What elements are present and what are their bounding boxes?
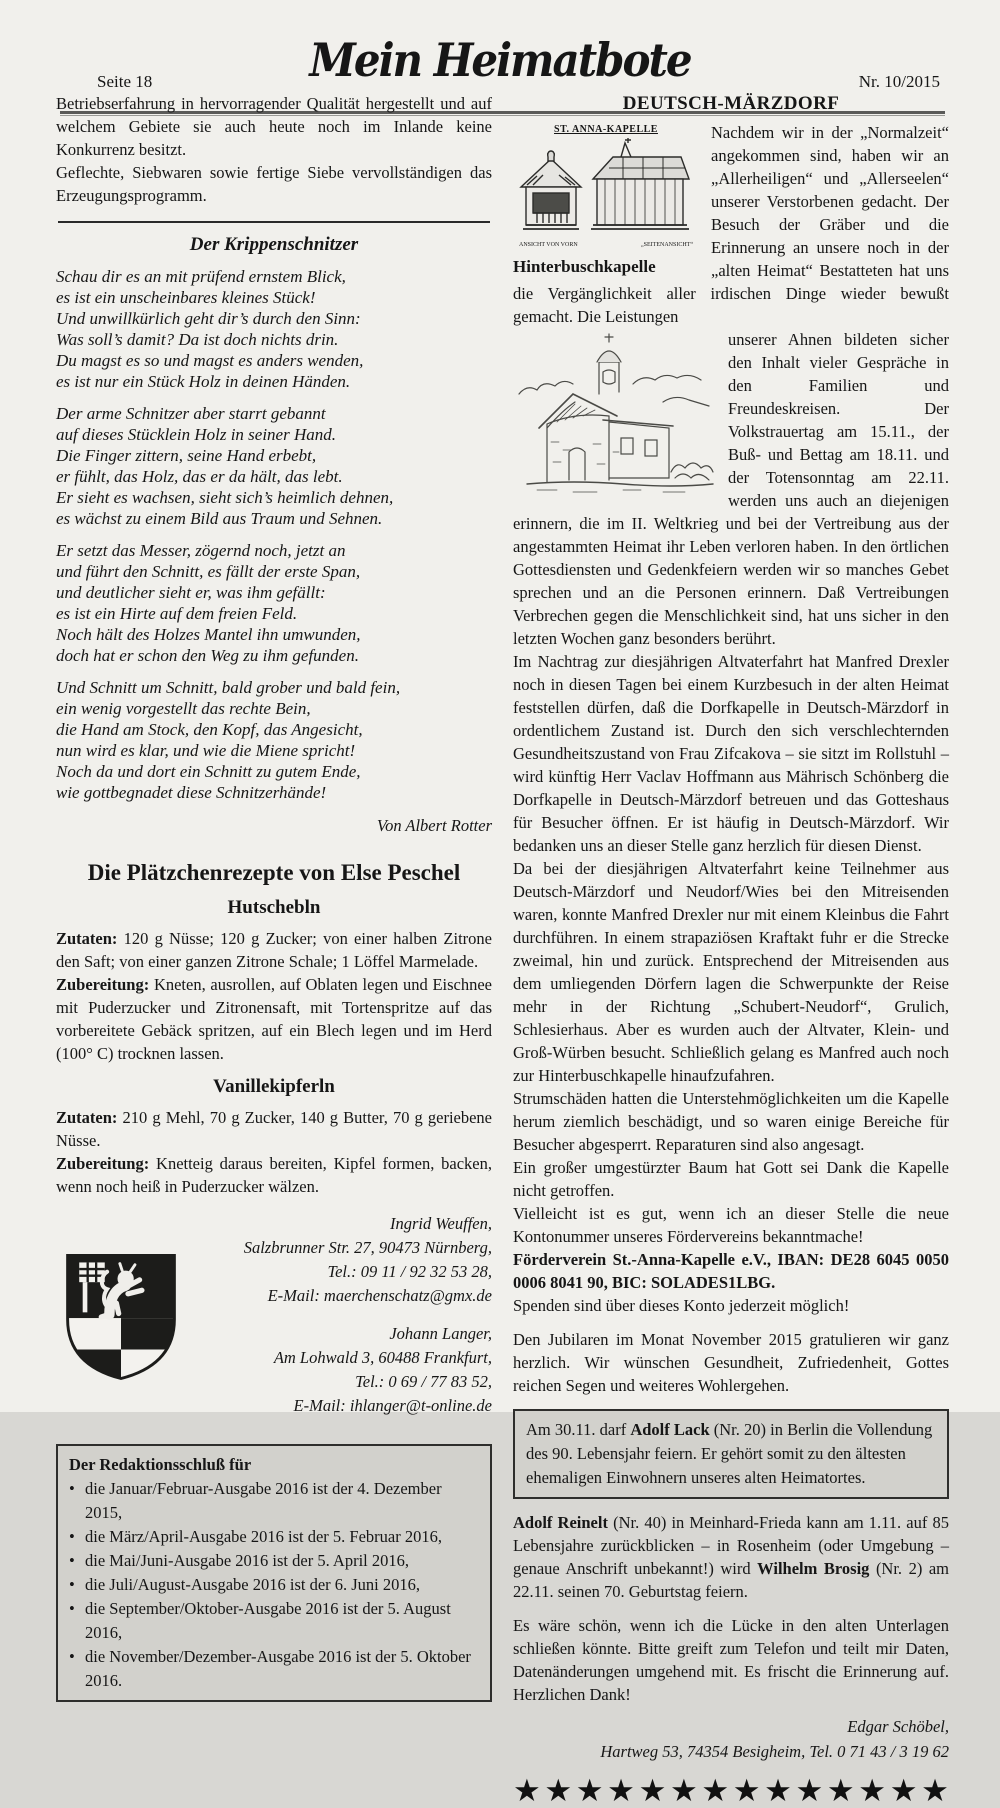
contact-email: E-Mail: maerchenschatz@gmx.de [267, 1286, 492, 1305]
bullet-icon: • [69, 1599, 75, 1618]
contact-name: Ingrid Weuffen, [389, 1214, 492, 1233]
poem-stanza [56, 540, 492, 666]
right-column [513, 92, 949, 1808]
star-icon: ★ [889, 1773, 918, 1808]
chapel-line-drawing [513, 137, 693, 241]
contact-email: E-Mail: ihlanger@t-online.de [293, 1396, 492, 1415]
poem-line: Und unwillkürlich geht dir’s durch den Sinn: [56, 309, 361, 328]
jubilare-paragraph: Den Jubilaren im Monat November 2015 gratulieren wir ganz herzlich. Wir wünschen Gesundheit, Zufriedenheit, Gottes reichen Segen und weiteres Wohlergehen. [513, 1330, 949, 1395]
signature-name: Edgar Schöbel, [847, 1717, 949, 1736]
preparation-label: Zubereitung: [56, 1154, 150, 1173]
section-divider [58, 221, 490, 223]
figure-title: ST. ANNA-KAPELLE [554, 124, 658, 135]
star-icon: ★ [544, 1773, 573, 1808]
poem-line: es wächst zu einem Bild aus Traum und Sehnen. [56, 509, 383, 528]
poem-attribution: Von Albert Rotter [376, 816, 492, 835]
deadline-text: die Mai/Juni-Ausgabe 2016 ist der 5. April 2016, [85, 1551, 410, 1570]
article-paragraph: Vielleicht ist es gut, wenn ich an dieser Stelle die neue Kontonummer unseres Fördervereins bekanntmache! [513, 1204, 949, 1246]
article-title: DEUTSCH-MÄRZDORF [622, 93, 840, 114]
recipe-preparation [56, 973, 492, 1065]
contact-section [56, 1212, 492, 1422]
figure-caption: Hinterbuschkapelle [513, 257, 656, 276]
coat-of-arms [62, 1252, 180, 1382]
figure-caption-front: ANSICHT VON VORN [519, 242, 578, 248]
deadline-text: die März/April-Ausgabe 2016 ist der 5. Februar 2016, [85, 1527, 442, 1546]
poem-line: Und Schnitt um Schnitt, bald grober und bald fein, [56, 678, 401, 697]
deadline-text: die November/Dezember-Ausgabe 2016 ist der 5. Oktober 2016. [85, 1647, 471, 1690]
jubilar-box [513, 1409, 949, 1499]
deadline-text: die Januar/Februar-Ausgabe 2016 ist der 4. Dezember 2015, [85, 1479, 442, 1522]
poem-line: Die Finger zittern, seine Hand erbebt, [56, 446, 317, 465]
star-icon: ★ [826, 1773, 855, 1808]
poem-line: es ist nur ein Stück Holz in deinen Händen. [56, 372, 351, 391]
birthday-text: (Nr. 2) am 22.11. seinen 70. Geburtstag feiern. [513, 1559, 949, 1601]
poem-line: auf dieses Stücklein Holz in seiner Hand. [56, 425, 336, 444]
star-icon: ★ [701, 1773, 730, 1808]
deadline-item [69, 1549, 479, 1573]
star-icon: ★ [607, 1773, 635, 1808]
jubilar-name: Adolf Lack [630, 1420, 710, 1439]
article-paragraph: Nachdem wir in der „Normalzeit“ angekommen sind, haben wir an „Allerheiligen“ und „Allerseelen“ unserer Verstorbenen gedacht. Der Besuch der Gräber und die Erinnerung an unsere noch in der „alten Heimat“ Bestatteten hat uns die Vergänglichkeit aller irdischen Dinge wieder bewußt gemacht. Die Leistungen [513, 123, 949, 326]
article-paragraph: Spenden sind über dieses Konto jederzeit möglich! [513, 1296, 850, 1315]
article-paragraph: Da bei der diesjährigen Altvaterfahrt keine Teilnehmer aus Deutsch-Märzdorf und Neudorf/Wies bei den Mitreisenden waren, konnte Manfred Drexler nur mit einem Kleinbus die Fahrt durchführen. In einem strapaziösen Kraftakt fuhr er die Strecke zweimal, hin und zurück. Entsprechend der Mitreisenden aus dem umliegenden Dörfern lagen die Schwerpunkte der Reise mehr in der Richtung „Schubert-Neudorf“, Grulich, Schlesierhaus. Aber es wurden auch der Altvater, Klein- und Groß-Würben besucht. Schließlich gelang es Manfred auch noch zur Hinterbuschkapelle hinaufzufahren. [513, 859, 949, 1085]
poem-title: Der Krippenschnitzer [189, 234, 359, 255]
recipes-title: Die Plätzchenrezepte von Else Peschel [87, 860, 461, 885]
deadline-text: die Juli/August-Ausgabe 2016 ist der 6. Juni 2016, [85, 1575, 421, 1594]
masthead-logo: Mein Heimatbote [309, 34, 691, 87]
poem-line: wie gottbegnadet diese Schnitzerhände! [56, 783, 327, 802]
poem-line: Er setzt das Messer, zögernd noch, jetzt an [56, 541, 346, 560]
ingredients-label: Zutaten: [56, 929, 118, 948]
deadline-item [69, 1477, 479, 1525]
poem-line: doch hat er schon den Weg zu ihm gefunden. [56, 646, 359, 665]
figure-caption-side: „SEITENANSICHT“ [641, 242, 693, 248]
ingredients-text: 120 g Nüsse; 120 g Zucker; von einer halben Zitrone den Saft; von einer ganzen Zitrone Schale; 1 Löffel Marmelade. [56, 929, 492, 971]
birthday-text: (Nr. 40) in Meinhard-Frieda kann am 1.11. auf 85 Lebensjahre zurückblicken – in Rosenheim (oder Umgebung – genaue Anschrift unbekannt!) wird [513, 1513, 949, 1578]
poem-line: und führt den Schnitt, es fällt der erste Span, [56, 562, 361, 581]
left-column [56, 92, 492, 1702]
star-icon: ★ [513, 1773, 541, 1808]
recipe-name: Vanillekipferln [213, 1076, 335, 1097]
closing-paragraph: Es wäre schön, wenn ich die Lücke in den alten Unterlagen schließen könnte. Bitte greift zum Telefon und teilt mir Daten, Datenänderungen umgehend mit. Es frischt die Erinnerung auf. Herzlichen Dank! [513, 1616, 949, 1704]
poem-line: Schau dir es an mit prüfend ernstem Blick, [56, 267, 346, 286]
signature-block [513, 1714, 949, 1764]
article-paragraph: Strumschäden hatten die Unterstehmöglichkeiten um die Kapelle herum ziemlich beschädigt, und so waren einige Bereiche für Besucher abgesperrt. Reparaturen sind also angesagt. [513, 1089, 949, 1154]
poem-line: Noch hält des Holzes Mantel ihn umwunden, [56, 625, 361, 644]
contact-street: Am Lohwald 3, 60488 Frankfurt, [273, 1348, 492, 1367]
figure-subcaptions [513, 241, 699, 249]
bullet-icon: • [69, 1575, 75, 1594]
star-icon: ★ [732, 1773, 761, 1808]
star-icon: ★ [669, 1773, 698, 1808]
poem-line: ein wenig vorgestellt das rechte Bein, [56, 699, 311, 718]
poem-line: es ist ein Hirte auf dem freien Feld. [56, 604, 298, 623]
deadline-item [69, 1573, 479, 1597]
poem-line: Noch da und dort ein Schnitt zu gutem Ende, [56, 762, 361, 781]
ingredients-label: Zutaten: [56, 1108, 118, 1127]
chapel-sketch-figure [513, 332, 718, 500]
article-paragraph: Im Nachtrag zur diesjährigen Altvaterfahrt hat Manfred Drexler noch in diesen Tagen bei einem Kurzbesuch in der alten Heimat feststellen dürfen, daß die Dorfkapelle in Deutsch-Märzdorf in ordentlichem Zustand ist. Durch den sich verschlechternden Gesundheitszustand von Frau Zifcakova – sie sitzt im Rollstuhl – wird künftig Herr Vaclav Hoffmann aus Mährisch Schönberg die Dorfkapelle in Deutsch-Märzdorf betreuen und das Gotteshaus für Besucher öffnen. Er ist häufig in Deutsch-Märzdorf. Wir bedanken uns an dieser Stelle ganz herzlich für diesen Dienst. [513, 652, 949, 855]
page-number: Seite 18 [97, 72, 153, 91]
birthday-paragraph [513, 1511, 949, 1603]
poem-line: Du magst es so und magst es anders wenden, [56, 351, 364, 370]
star-icon: ★ [764, 1773, 792, 1808]
recipe-name: Hutschebln [227, 897, 321, 918]
star-icon: ★ [921, 1773, 949, 1808]
deadline-box-title: Der Redaktionsschluß für [69, 1455, 252, 1474]
chapel-drawing-figure [513, 123, 699, 278]
bullet-icon: • [69, 1551, 75, 1570]
star-icon: ★ [795, 1773, 824, 1808]
deadline-item [69, 1525, 479, 1549]
article-paragraph: Ein großer umgestürzter Baum hat Gott sei Dank die Kapelle nicht getroffen. [513, 1158, 949, 1200]
chapel-sketch [513, 332, 718, 500]
deadline-box [56, 1444, 492, 1702]
issue-number: Nr. 10/2015 [858, 72, 940, 91]
preparation-text: Kneten, ausrollen, auf Oblaten legen und Eischnee mit Puderzucker und Zitronensaft, mit Tortenspritze auf das vorbereitete Gebäck spritzen, auf ein Blech legen und im Herd (100° C) trocknen lassen. [56, 975, 492, 1063]
recipe-preparation [56, 1152, 492, 1198]
deadline-item [69, 1597, 479, 1645]
poem-line: Er sieht es wachsen, sieht sich’s heimlich dehnen, [56, 488, 394, 507]
poem-line: Was soll’s damit? Da ist doch nichts drin. [56, 330, 339, 349]
star-icon: ★ [575, 1773, 604, 1808]
star-icon: ★ [858, 1773, 887, 1808]
jubilar-text: Am 30.11. darf [526, 1420, 631, 1439]
jubilar-text: (Nr. 20) in Berlin die Vollendung des 90. Lebensjahr feiern. Er gehört somit zu den ältesten ehemaligen Einwohnern unseres alten Heimatortes. [526, 1420, 933, 1487]
contact-phone: Tel.: 0 69 / 77 83 52, [355, 1372, 492, 1391]
poem-line: die Hand am Stock, den Kopf, das Angesicht, [56, 720, 363, 739]
star-divider [513, 1774, 949, 1808]
contact-phone: Tel.: 09 11 / 92 32 53 28, [327, 1262, 492, 1281]
deadline-item [69, 1645, 479, 1693]
recipe-ingredients [56, 1106, 492, 1152]
contact-street: Salzbrunner Str. 27, 90473 Nürnberg, [243, 1238, 492, 1257]
poem-line: Der arme Schnitzer aber starrt gebannt [56, 404, 326, 423]
signature-address: Hartweg 53, 74354 Besigheim, Tel. 0 71 43 / 3 19 62 [600, 1742, 949, 1761]
bullet-icon: • [69, 1479, 75, 1498]
poem-line: nun wird es klar, und wie die Miene spricht! [56, 741, 356, 760]
poem-stanza [56, 403, 492, 529]
recipe-ingredients [56, 927, 492, 973]
preparation-label: Zubereitung: [56, 975, 150, 994]
poem-line: er fühlt, das Holz, das er da hält, das lebt. [56, 467, 343, 486]
bullet-icon: • [69, 1527, 75, 1546]
star-icon: ★ [638, 1773, 667, 1808]
poem-stanza [56, 677, 492, 803]
iban-line: Förderverein St.-Anna-Kapelle e.V., IBAN: DE28 6045 0050 0006 8041 90, BIC: SOLADES1LBG. [513, 1250, 949, 1292]
intro-paragraph: Betriebserfahrung in hervorragender Qualität hergestellt und auf welchem Gebiete sie auch heute noch im Inlande keine Konkurrenz besitzt. [56, 94, 492, 159]
poem-line: es ist ein unscheinbares kleines Stück! [56, 288, 316, 307]
poem-line: und deutlicher sieht er, was ihm gefällt: [56, 583, 326, 602]
ingredients-text: 210 g Mehl, 70 g Zucker, 140 g Butter, 70 g geriebene Nüsse. [56, 1108, 492, 1150]
poem-stanza [56, 266, 492, 392]
article-paragraph: unserer Ahnen bildeten sicher den Inhalt vieler Gespräche in den Familien und Freundeskreisen. Der Volkstrauertag am 15.11., der Buß- und Bettag am 18.11. und der Totensonntag am 22.11. werden uns auch an diejenigen erinnern, die im II. Weltkrieg und bei der Vertreibung aus der angestammten Heimat ihr Leben verloren haben. In den örtlichen Gottesdiensten und Gedenkfeiern werden wir so manches Gebet sprechen und an die Personen erinnern. Daß Vertreibungen Verbrechen gegen die Menschlichkeit sind, hat uns sicher in den letzten Wochen ganz besonders berührt. [513, 330, 949, 648]
person-name: Wilhelm Brosig [757, 1559, 870, 1578]
bullet-icon: • [69, 1647, 75, 1666]
deadline-text: die September/Oktober-Ausgabe 2016 ist der 5. August 2016, [85, 1599, 451, 1642]
preparation-text: Knetteig daraus bereiten, Kipfel formen, backen, wenn noch heiß in Puderzucker wälzen. [56, 1154, 492, 1196]
intro-paragraph: Geflechte, Siebwaren sowie fertige Siebe vervollständigen das Erzeugungsprogramm. [56, 163, 492, 205]
contact-name: Johann Langer, [389, 1324, 492, 1343]
person-name: Adolf Reinelt [513, 1513, 608, 1532]
